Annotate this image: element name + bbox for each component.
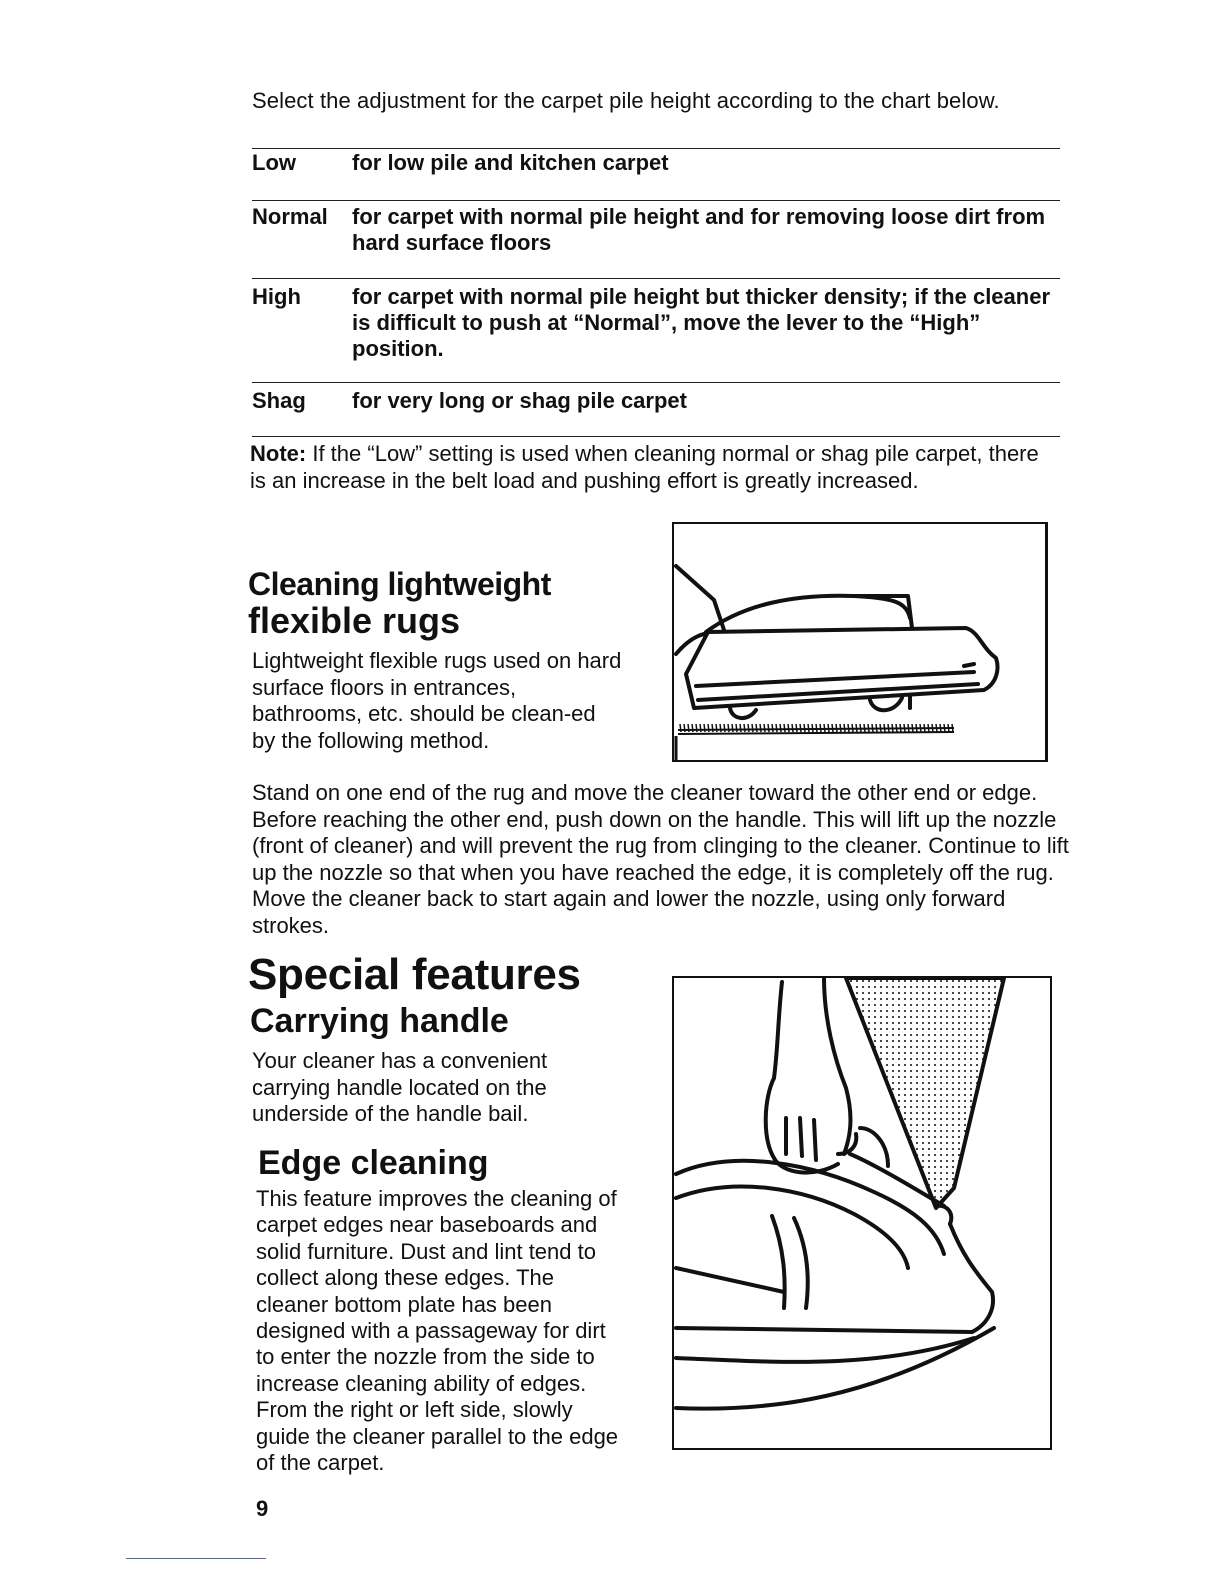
page-number: 9 — [256, 1496, 269, 1521]
rug-fringe-mark — [888, 724, 889, 732]
rug-fringe-mark — [696, 724, 697, 732]
rug-fringe-mark — [700, 724, 701, 732]
rugs-intro-text: Lightweight flexible rugs used on hard surface floors in entrances, bathrooms, etc. should be clean-ed by the following method. — [252, 648, 622, 753]
rug-fringe-mark — [816, 724, 817, 732]
rug-fringe-mark — [704, 724, 705, 732]
rug-fringe-mark — [736, 724, 737, 732]
edge-cleaning-text: This feature improves the cleaning of carpet edges near baseboards and solid furniture. Dust and lint tend to collect along these edges. The cleaner bottom plate has been designed with a passageway for dirt to enter the nozzle from the side to increase cleaning ability of edges. From the right or left side, slowly guide the cleaner parallel to the edge of the carpet. — [256, 1186, 619, 1476]
rug-fringe-mark — [864, 724, 865, 732]
setting-label-high: High — [252, 284, 301, 309]
rug-fringe-mark — [796, 724, 797, 732]
rug-fringe-mark — [780, 724, 781, 732]
rug-fringe-mark — [752, 724, 753, 732]
rug-fringe-mark — [836, 724, 837, 732]
rug-fringe-mark — [884, 724, 885, 732]
rug-fringe-mark — [940, 724, 941, 732]
rug-fringe-mark — [688, 724, 689, 732]
rug-fringe-mark — [772, 724, 773, 732]
setting-desc-shag: for very long or shag pile carpet — [352, 388, 687, 413]
rug-fringe-mark — [892, 724, 893, 732]
table-divider — [252, 278, 1060, 279]
note-label: Note: — [250, 441, 307, 466]
note-paragraph — [250, 440, 1060, 494]
vacuum-on-rug-drawing — [674, 524, 1046, 760]
rug-cleaning-illustration — [672, 522, 1048, 762]
table-divider — [252, 382, 1060, 383]
setting-desc-high: for carpet with normal pile height but thicker density; if the cleaner is difficult to push at “Normal”, move the lever to the “High” position. — [352, 284, 1051, 361]
rug-fringe-mark — [896, 724, 897, 732]
rug-fringe-mark — [776, 724, 777, 732]
rugs-heading-line1: Cleaning lightweight — [248, 566, 551, 602]
rug-fringe-mark — [760, 724, 761, 732]
rugs-instructions-text: Stand on one end of the rug and move the cleaner toward the other end or edge. Before reaching the other end, push down on the handle. This will lift up the nozzle (front of cleaner) and will prevent the rug from clinging to the cleaner. Continue to lift up the nozzle so that when you have reached the edge, it is completely off the rug. Move the cleaner back to start again and lower the nozzle, using only forward strokes. — [252, 780, 1069, 938]
rug-fringe-mark — [928, 724, 929, 732]
edge-cleaning-heading: Edge cleaning — [258, 1144, 489, 1182]
note-text: If the “Low” setting is used when cleaning normal or shag pile carpet, there is an increase in the belt load and pushing effort is greatly increased. — [250, 441, 1039, 493]
hand-carrying-vacuum-drawing — [674, 978, 1050, 1448]
rug-fringe-mark — [720, 724, 721, 732]
setting-label-low: Low — [252, 150, 296, 175]
rug-fringe-mark — [732, 724, 733, 732]
rug-fringe-mark — [908, 724, 909, 732]
rug-fringe-mark — [944, 724, 945, 732]
rug-fringe-mark — [764, 724, 765, 732]
special-features-heading: Special features — [248, 950, 581, 999]
rug-fringe-mark — [712, 724, 713, 732]
rug-fringe-mark — [812, 724, 813, 732]
rug-fringe-mark — [716, 724, 717, 732]
rug-fringe-mark — [872, 724, 873, 732]
setting-label-shag: Shag — [252, 388, 306, 413]
rugs-heading-line2: flexible rugs — [248, 600, 461, 641]
rug-fringe-mark — [948, 724, 949, 732]
rug-fringe-mark — [708, 724, 709, 732]
rug-fringe-mark — [852, 724, 853, 732]
footer-rule — [126, 1558, 266, 1559]
rug-fringe-mark — [840, 724, 841, 732]
rug-fringe-mark — [728, 724, 729, 732]
rug-fringe-mark — [904, 724, 905, 732]
rug-fringe-mark — [848, 724, 849, 732]
table-divider — [252, 436, 1060, 437]
rug-fringe-mark — [684, 724, 685, 732]
rug-fringe-mark — [748, 724, 749, 732]
rug-fringe-mark — [820, 724, 821, 732]
rug-fringe-mark — [788, 724, 789, 732]
table-divider — [252, 200, 1060, 201]
rug-fringe-mark — [916, 724, 917, 732]
rug-fringe-mark — [924, 724, 925, 732]
rug-fringe-mark — [800, 724, 801, 732]
table-divider — [252, 148, 1060, 149]
rug-fringe-mark — [792, 724, 793, 732]
rug-fringe-mark — [724, 724, 725, 732]
rug-fringe-mark — [900, 724, 901, 732]
rug-fringe-mark — [860, 724, 861, 732]
rug-fringe-mark — [876, 724, 877, 732]
rug-fringe-mark — [680, 724, 681, 732]
setting-desc-low: for low pile and kitchen carpet — [352, 150, 669, 175]
setting-label-normal: Normal — [252, 204, 328, 229]
setting-desc-normal: for carpet with normal pile height and for removing loose dirt from hard surface floors — [352, 204, 1046, 255]
rug-fringe-mark — [744, 724, 745, 732]
rug-fringe-mark — [808, 724, 809, 732]
rug-fringe-mark — [868, 724, 869, 732]
rug-fringe-mark — [804, 724, 805, 732]
rug-fringe-mark — [856, 724, 857, 732]
rug-fringe-mark — [740, 724, 741, 732]
intro-text: Select the adjustment for the carpet pile height according to the chart below. — [252, 88, 1000, 113]
rug-fringe-mark — [936, 724, 937, 732]
carrying-handle-illustration — [672, 976, 1052, 1450]
rug-fringe-mark — [824, 724, 825, 732]
rug-fringe-mark — [920, 724, 921, 732]
rug-fringe-mark — [832, 724, 833, 732]
rug-fringe-mark — [828, 724, 829, 732]
rug-fringe-mark — [768, 724, 769, 732]
rug-fringe-mark — [912, 724, 913, 732]
rug-fringe-mark — [932, 724, 933, 732]
rug-fringe-mark — [756, 724, 757, 732]
carrying-handle-text: Your cleaner has a convenient carrying handle located on the underside of the handle bail. — [252, 1048, 548, 1126]
rug-fringe-mark — [844, 724, 845, 732]
rug-fringe-mark — [692, 724, 693, 732]
rug-fringe-mark — [784, 724, 785, 732]
carrying-handle-heading: Carrying handle — [250, 1002, 509, 1040]
rug-fringe-mark — [952, 724, 953, 732]
rug-fringe-mark — [880, 724, 881, 732]
